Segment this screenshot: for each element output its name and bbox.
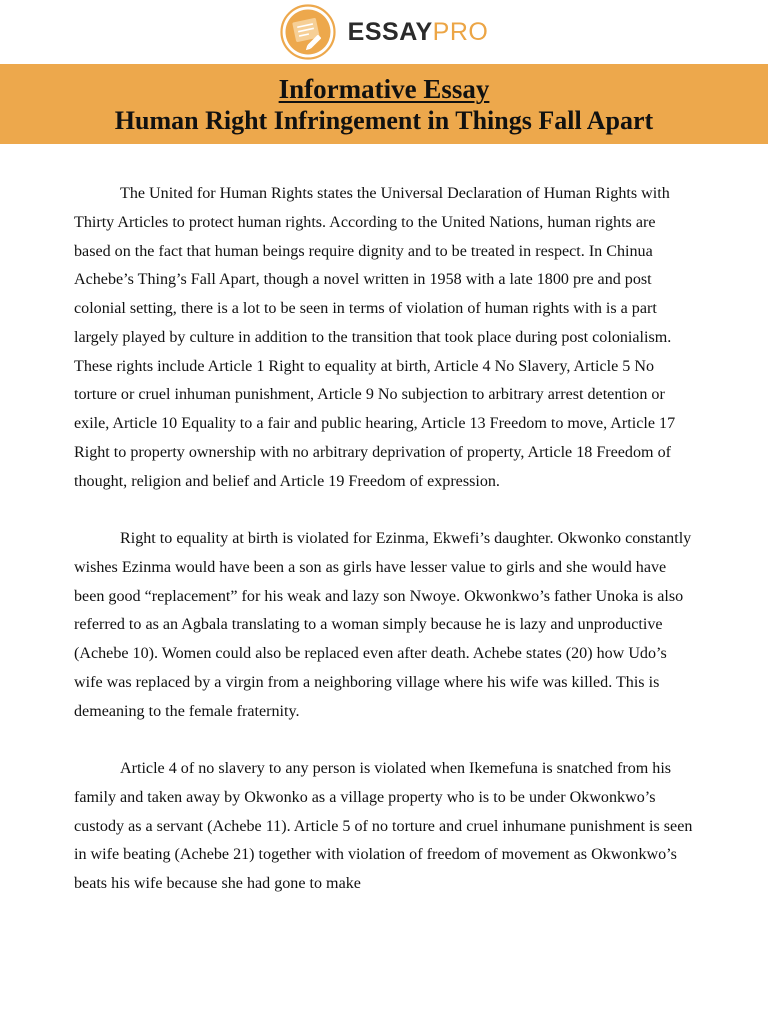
brand-wordmark <box>347 17 489 46</box>
essay-body <box>74 180 696 928</box>
page-subtitle: Human Right Infringement in Things Fall Apart <box>114 106 654 135</box>
brand-header <box>0 0 768 64</box>
page-title-text: Informative Essay <box>278 74 490 104</box>
title-banner <box>0 64 768 144</box>
paragraph-2: Right to equality at birth is violated for Ezinma, Ekwefi’s daughter. Okwonko constantly wishes Ezinma would have been a son as girls have lesser value to girls and she would have been good “replacement” for his weak and lazy son Nwoye. Okwonkwo’s father Unoka is also referred to as an Agbala translating to a woman simply because he is lazy and unproductive (Achebe 10). Women could also be replaced even after death. Achebe states (20) how Udo’s wife was replaced by a virgin from a neighboring village where his wife was killed. This is demeaning to the female fraternity. <box>74 530 692 720</box>
pencil-paper-icon <box>280 4 336 60</box>
paragraph-3: Article 4 of no slavery to any person is violated when Ikemefuna is snatched from his family and taken away by Okwonko as a village property who is to be under Okwonkwo’s custody as a servant (Achebe 11). Article 5 of no torture and cruel inhumane punishment is seen in wife beating (Achebe 21) together with violation of freedom of movement as Okwonkwo’s beats his wife because she had gone to make <box>74 760 693 892</box>
page-title <box>0 73 768 105</box>
brand-name-essay: ESSAY <box>347 17 433 46</box>
paragraph-1: The United for Human Rights states the Universal Declaration of Human Rights with Thirty Articles to protect human rights. According to the United Nations, human rights are based on the fact that human beings require dignity and to be treated in respect. In Chinua Achebe’s Thing’s Fall Apart, though a novel written in 1958 with a late 1800 pre and post colonial setting, there is a lot to be seen in terms of violation of human rights with is a part largely played by culture in addition to the transition that took place during post colonialism. These rights include Article 1 Right to equality at birth, Article 4 No Slavery, Article 5 No torture or cruel inhuman punishment, Article 9 No subjection to arbitrary arrest detention or exile, Article 10 Equality to a fair and public hearing, Article 13 Freedom to move, Article 17 Right to property ownership with no arbitrary deprivation of property, Article 18 Freedom of thought, religion and belief and Article 19 Freedom of expression. <box>74 185 676 490</box>
brand-name-pro: PRO <box>432 17 489 46</box>
essaypro-logo[interactable] <box>280 4 489 60</box>
